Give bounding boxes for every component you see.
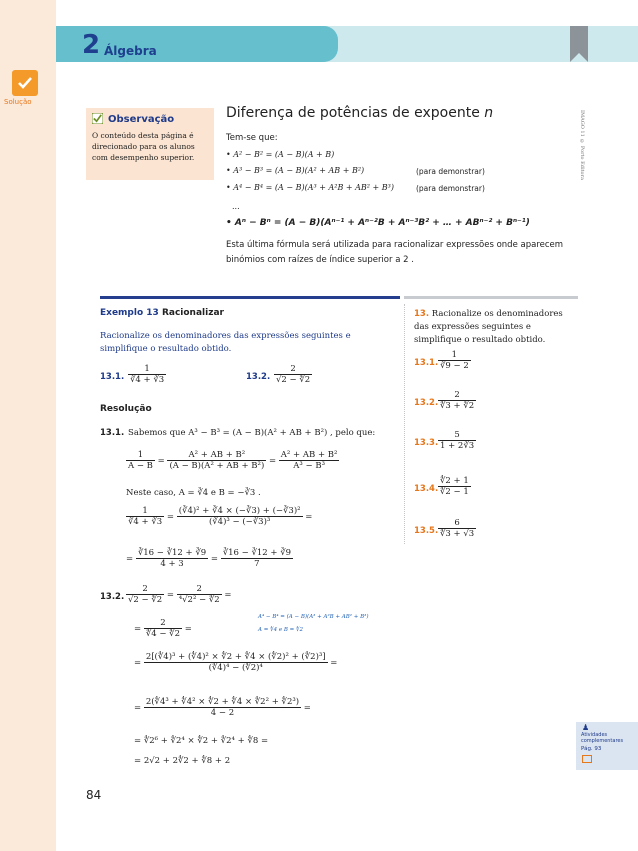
- intro-text: Tem-se que:: [226, 133, 278, 143]
- general-formula: • Aⁿ − Bⁿ = (A − B)(Aⁿ⁻¹ + Aⁿ⁻²B + Aⁿ⁻³B² + … + ABⁿ⁻² + Bⁿ⁻¹): [226, 218, 530, 228]
- resolution-2-step-2: = $\frac{2}{∜4 - ∜2}$ =: [134, 618, 192, 639]
- demo-note-3: (para demonstrar): [416, 184, 485, 193]
- exercise-item-5-fraction: $\frac{6}{∜3 + √3}$: [440, 518, 475, 539]
- resolution-2-note-2: A = ∜4 e B = ∜2: [258, 627, 303, 633]
- activities-mini-icon: [582, 755, 592, 763]
- example-item-2-fraction: $\frac{2}{√2 - ∜2}$: [276, 364, 311, 385]
- section-title-text: Diferença de potências de expoente: [226, 105, 480, 121]
- exercise-number: 13.: [414, 309, 430, 319]
- resolution-1-step-1: $\frac{1}{A - B}$ = $\frac{\text{A² + AB + B²}}{\text{(A − B)(A² + AB + B²)}}$ = $\frac{\text{A² + AB + B²}}{\text{A³ − B³}}$: [128, 450, 338, 471]
- column-divider: [404, 304, 405, 544]
- exercise-item-4-label: 13.4.: [414, 484, 439, 494]
- people-icon: ♟: [582, 723, 590, 732]
- check-icon: [92, 113, 103, 124]
- exercise-item-4-fraction: $\frac{∜2 + 1}{∜2 - 1}$: [440, 476, 469, 497]
- example-label: Exemplo 13: [100, 308, 159, 318]
- exercise-item-2-fraction: $\frac{2}{∜3 + ∜2}$: [440, 390, 475, 411]
- formula-3: • A⁴ − B⁴ = (A − B)(A³ + A²B + AB² + B³): [226, 183, 395, 192]
- resolution-2-step-4: = $\frac{\text{2(∜4³ + ∜4² × ∜2 + ∜4 × ∜2² + ∜2³)}}{4 - 2}$ =: [134, 697, 311, 718]
- solution-button[interactable]: [12, 70, 38, 96]
- section-title-var: n: [484, 105, 494, 121]
- copyright-vertical: IMAGO 11 © Porto Editora: [579, 110, 585, 180]
- formula-1: • A² − B² = (A − B)(A + B): [226, 150, 335, 159]
- exercise-item-1-label: 13.1.: [414, 358, 439, 368]
- activities-page[interactable]: Pág. 93: [581, 746, 602, 752]
- resolution-2-step-5: = ∜2⁶ + ∜2⁴ × ∜2 + ∜2⁴ + ∜8 =: [134, 736, 269, 746]
- exercise-item-2-label: 13.2.: [414, 398, 439, 408]
- explanation-text: Esta última fórmula será utilizada para racionalizar expressões onde aparecem binómios com raízes de índice superior a 2 .: [226, 240, 564, 265]
- resolution-1-text: Sabemos que A³ − B³ = (A − B)(A² + AB + B²) , pelo que:: [128, 428, 376, 438]
- example-heading: [100, 308, 224, 318]
- resolution-2-note-1: A⁴ − B⁴ = (A − B)(A³ + A²B + AB² + B³): [258, 614, 369, 620]
- exercise-item-3-fraction: $\frac{5}{1 + 2∛3}$: [440, 430, 475, 451]
- solution-label: Solução: [4, 98, 32, 106]
- resolution-1-case: Neste caso, A = ∛4 e B = −∛3 .: [126, 488, 261, 498]
- exercise-text: Racionalize os denominadores das expressões seguintes e simplifique o resultado obtido.: [414, 309, 563, 345]
- page-number: 84: [86, 788, 102, 802]
- exercise-item-1-fraction: $\frac{1}{∛9 - 2}$: [440, 350, 469, 371]
- formula-2: • A³ − B³ = (A − B)(A² + AB + B²): [226, 166, 365, 175]
- resolution-1-step-2: $\frac{1}{∛4 + ∛3}$ = $\frac{\text{(∛4)² + ∛4 × (−∛3) + (−∛3)²}}{\text{(∛4)³ − (−∛3)³}}$ =: [128, 506, 313, 527]
- ellipsis: ...: [232, 202, 240, 211]
- resolution-1-label: 13.1.: [100, 428, 125, 438]
- resolution-2-step-3: = $\frac{\text{2[(∜4)³ + (∜4)² × ∜2 + ∜4 × (∜2)² + (∜2)³]}}{\text{(∜4)⁴ − (∜2)⁴}}$ =: [134, 652, 338, 673]
- resolution-2-step-1: $\frac{2}{√2 - ∜2}$ = $\frac{2}{\text{⁴√2² − ∜2}}$ =: [128, 584, 232, 605]
- exercise-statement: [414, 308, 579, 347]
- resolution-heading: Resolução: [100, 404, 152, 414]
- section-title: [226, 105, 493, 121]
- demo-note-2: (para demonstrar): [416, 167, 485, 176]
- exercise-item-3-label: 13.3.: [414, 438, 439, 448]
- left-margin-strip: [0, 0, 56, 851]
- example-instruction: Racionalize os denominadores das expressões seguintes e simplifique o resultado obtido.: [100, 331, 351, 354]
- example-item-1-label: 13.1.: [100, 372, 125, 382]
- checkmark-icon: [17, 75, 33, 91]
- example-item-2-label: 13.2.: [246, 372, 271, 382]
- resolution-1-step-3: = $\frac{∛16 - ∛12 + ∛9}{4 + 3}$ = $\frac{∛16 - ∛12 + ∛9}{7}$: [126, 548, 292, 569]
- example-item-1-fraction: $\frac{1}{∛4 + ∛3}$: [130, 364, 165, 385]
- resolution-2-step-6: = 2√2 + 2∜2 + ∜8 + 2: [134, 756, 231, 766]
- chapter-number: 2: [82, 30, 101, 60]
- activities-label: Atividades complementares: [581, 732, 624, 744]
- observation-title: Observação: [108, 114, 175, 125]
- exercise-item-5-label: 13.5.: [414, 526, 439, 536]
- observation-text: O conteúdo desta página é direcionado para os alunos com desempenho superior.: [92, 131, 195, 162]
- example-title: Racionalizar: [161, 308, 224, 318]
- resolution-2-label: 13.2.: [100, 592, 125, 602]
- example-rule: [100, 296, 400, 299]
- chapter-title: Álgebra: [104, 44, 157, 58]
- exercise-rule: [404, 296, 578, 299]
